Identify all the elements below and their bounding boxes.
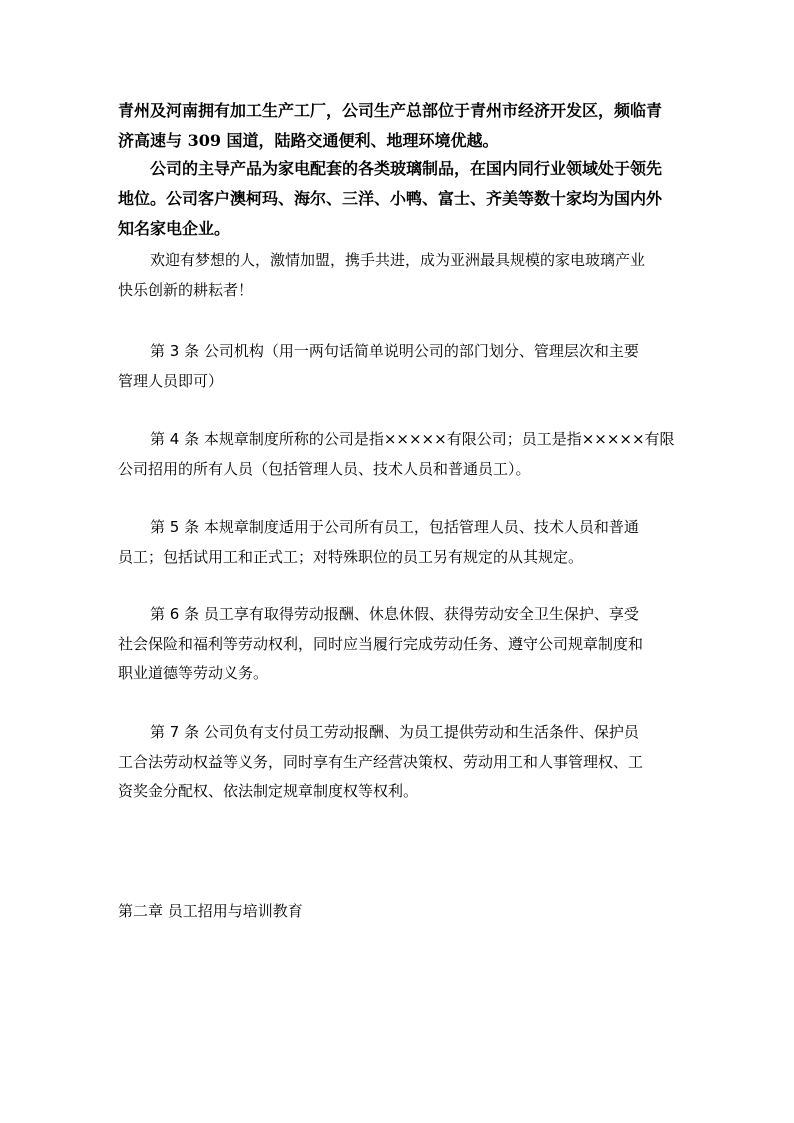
article-7-line-1: 第 7 条 公司负有支付员工劳动报酬、为员工提供劳动和生活条件、保护员 [150,723,639,741]
article-7-line-3: 资奖金分配权、依法制定规章制度权等权利。 [118,782,419,800]
article-5-line-2: 员工；包括试用工和正式工；对特殊职位的员工另有规定的从其规定。 [118,548,584,566]
article-4-line-2: 公司招用的所有人员（包括管理人员、技术人员和普通员工）。 [118,460,531,478]
chapter-heading: 第二章 员工招用与培训教育 [118,902,303,920]
article-3-line-1: 第 3 条 公司机构（用一两句话简单说明公司的部门划分、管理层次和主要 [150,342,639,360]
intro-line-5: 知名家电企业。 [118,219,231,238]
intro-line-1: 青州及河南拥有加工生产工厂，公司生产总部位于青州市经济开发区，频临青 [118,101,663,120]
article-6-line-3: 职业道德等劳动义务。 [118,664,269,682]
intro-line-3: 公司的主导产品为家电配套的各类玻璃制品，在国内同行业领域处于领先 [150,159,663,178]
article-7-line-2: 工合法劳动权益等义务，同时享有生产经营决策权、劳动用工和人事管理权、工 [118,753,644,771]
intro-line-7: 快乐创新的耕耘者！ [118,281,254,299]
article-4-line-1: 第 4 条 本规章制度所称的公司是指×××××有限公司；员工是指×××××有限 [150,430,675,448]
intro-line-2: 济高速与 309 国道，陆路交通便利、地理环境优越。 [118,131,499,150]
article-6-line-1: 第 6 条 员工享有取得劳动报酬、休息休假、获得劳动安全卫生保护、享受 [150,605,639,623]
intro-line-4: 地位。公司客户澳柯玛、海尔、三洋、小鸭、富士、齐美等数十家均为国内外 [118,189,663,208]
intro-line-6: 欢迎有梦想的人，激情加盟，携手共进，成为亚洲最具规模的家电玻璃产业 [150,251,646,269]
article-6-line-2: 社会保险和福利等劳动权利，同时应当履行完成劳动任务、遵守公司规章制度和 [118,635,644,653]
article-3-line-2: 管理人员即可） [118,372,224,390]
article-5-line-1: 第 5 条 本规章制度适用于公司所有员工，包括管理人员、技术人员和普通 [150,518,639,536]
